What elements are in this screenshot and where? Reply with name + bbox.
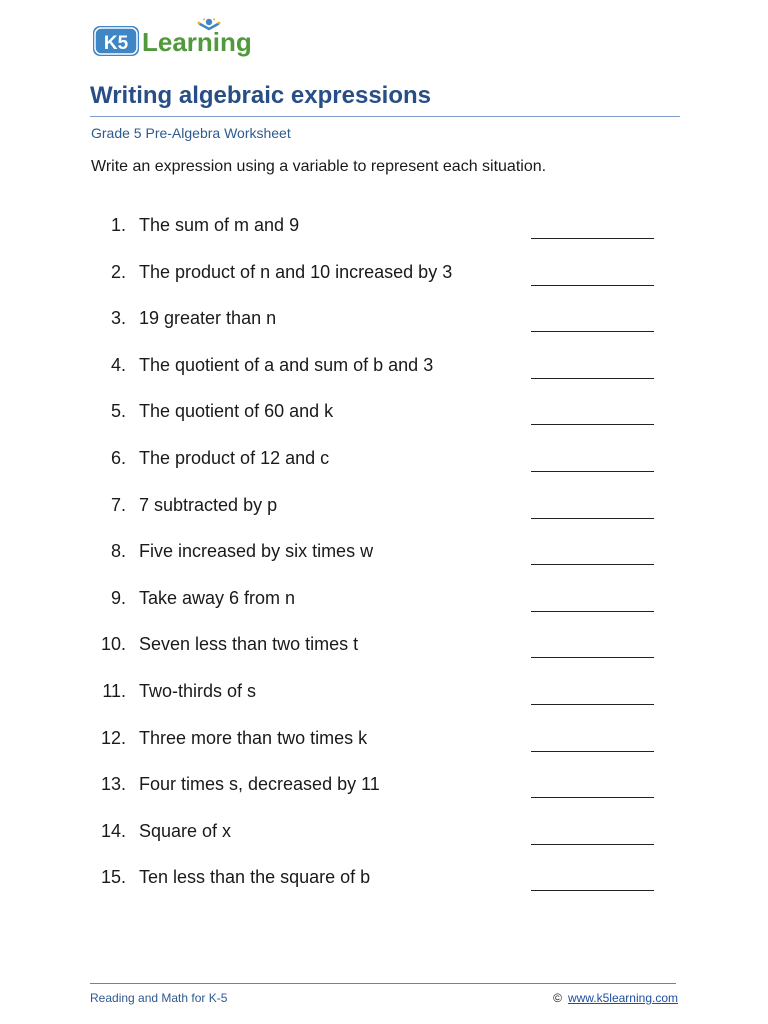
question-item (0, 631, 768, 678)
question-item (0, 445, 768, 492)
question-item (0, 771, 768, 818)
title-divider (90, 116, 680, 117)
question-list (0, 212, 768, 911)
question-text: 19 greater than n (139, 308, 277, 329)
k5-learning-logo (92, 18, 262, 62)
question-number: 5. (110, 401, 126, 422)
question-number: 7. (110, 494, 126, 515)
copyright-icon: © (553, 991, 562, 1005)
question-number: 4. (110, 354, 126, 375)
website-link[interactable]: www.k5learning.com (567, 991, 678, 1005)
logo-badge-text: K5 (103, 33, 129, 54)
question-text: The quotient of 60 and k (139, 401, 334, 422)
answer-blank[interactable] (531, 564, 654, 565)
question-item (0, 725, 768, 772)
question-text: The product of n and 10 increased by 3 (139, 261, 453, 282)
question-text: Two-thirds of s (139, 680, 257, 701)
answer-blank[interactable] (531, 890, 654, 891)
question-text: Four times s, decreased by 11 (139, 774, 380, 795)
answer-blank[interactable] (531, 518, 654, 519)
answer-blank[interactable] (531, 331, 654, 332)
answer-blank[interactable] (531, 471, 654, 472)
question-item (0, 538, 768, 585)
answer-blank[interactable] (531, 704, 654, 705)
question-number: 13. (100, 774, 126, 795)
logo-word-text: Learning (142, 27, 252, 57)
answer-blank[interactable] (531, 657, 654, 658)
question-item (0, 678, 768, 725)
question-text: The product of 12 and c (139, 447, 330, 468)
question-item (0, 398, 768, 445)
question-text: Three more than two times k (139, 727, 368, 748)
logo-graphic (92, 18, 262, 62)
question-number: 1. (110, 215, 126, 235)
answer-blank[interactable] (531, 424, 654, 425)
question-number: 14. (100, 820, 126, 841)
question-text: Ten less than the square of b (139, 867, 371, 888)
question-number: 15. (100, 867, 126, 888)
question-text: Take away 6 from n (139, 587, 296, 608)
answer-blank[interactable] (531, 844, 654, 845)
question-number: 3. (110, 308, 126, 329)
question-item (0, 864, 768, 911)
answer-blank[interactable] (531, 285, 654, 286)
answer-blank[interactable] (531, 238, 654, 239)
question-item (0, 305, 768, 352)
question-number: 6. (110, 447, 126, 468)
question-item (0, 585, 768, 632)
worksheet-instruction: Write an expression using a variable to represent each situation. (91, 158, 547, 175)
answer-blank[interactable] (531, 611, 654, 612)
footer-divider (90, 983, 676, 984)
question-number: 8. (110, 541, 126, 562)
footer-copyright (553, 991, 678, 1005)
worksheet-subtitle: Grade 5 Pre-Algebra Worksheet (91, 125, 291, 141)
question-text: Square of x (139, 820, 232, 841)
question-text: Five increased by six times w (139, 541, 374, 562)
question-text: Seven less than two times t (139, 634, 359, 655)
answer-blank[interactable] (531, 751, 654, 752)
question-number: 2. (110, 261, 126, 282)
footer-tagline: Reading and Math for K-5 (90, 991, 228, 1005)
question-text: 7 subtracted by p (139, 494, 278, 515)
question-item (0, 492, 768, 539)
question-text: The sum of m and 9 (139, 215, 300, 235)
answer-blank[interactable] (531, 378, 654, 379)
question-item (0, 212, 768, 259)
question-text: The quotient of a and sum of b and 3 (139, 354, 434, 375)
question-number: 10. (100, 634, 126, 655)
question-item (0, 818, 768, 865)
question-item (0, 259, 768, 306)
question-number: 11. (102, 680, 126, 701)
question-number: 12. (100, 727, 126, 748)
question-item (0, 352, 768, 399)
question-number: 9. (110, 587, 126, 608)
worksheet-title: Writing algebraic expressions (90, 82, 432, 109)
answer-blank[interactable] (531, 797, 654, 798)
